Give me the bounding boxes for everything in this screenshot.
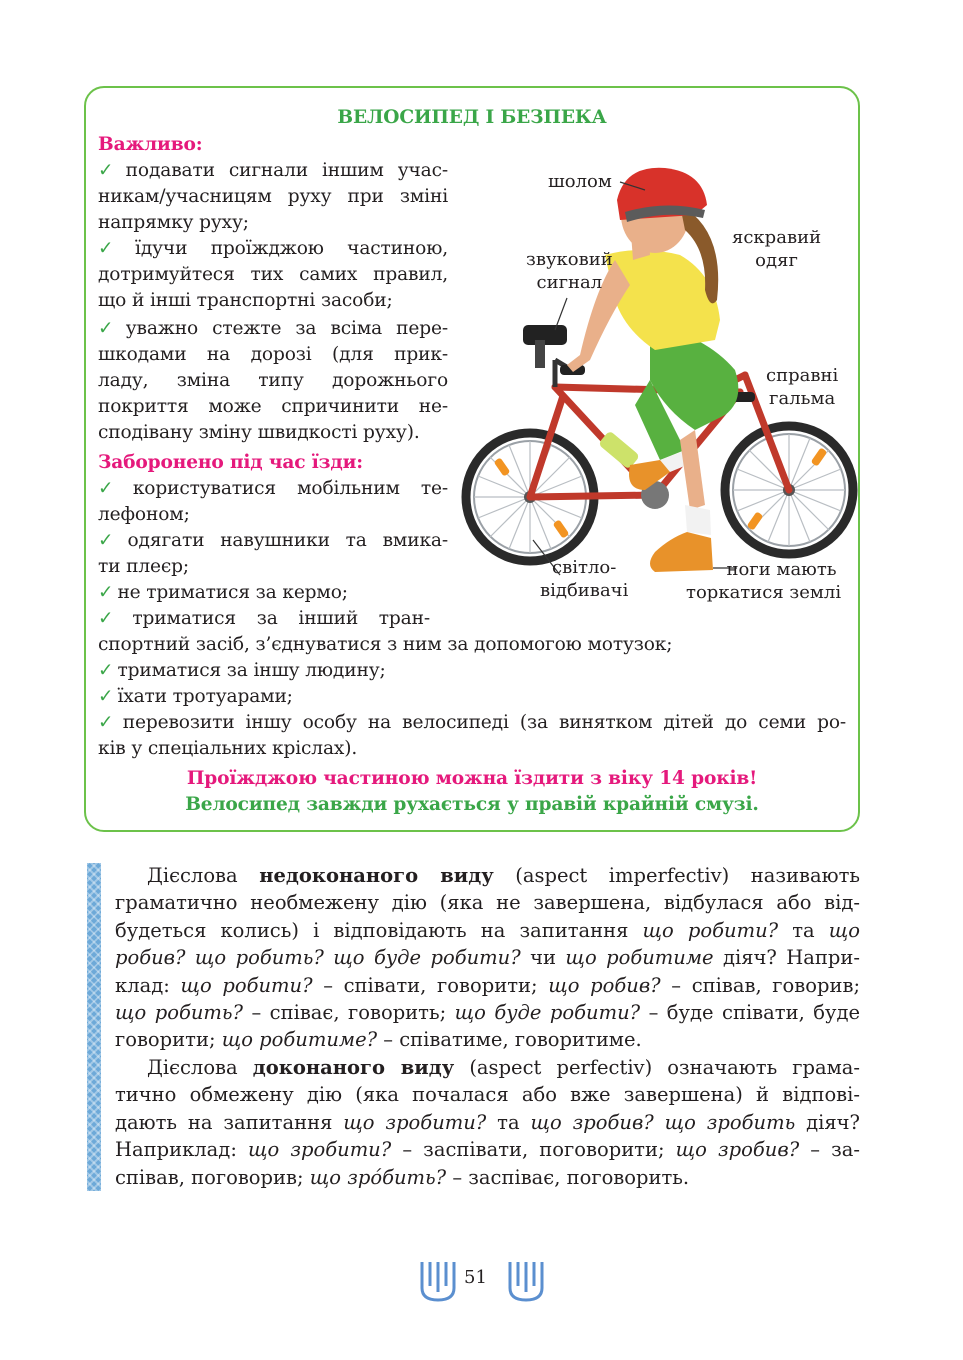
list-item: лефоном; [98, 504, 190, 525]
check-icon: ✓ [98, 582, 114, 603]
list-item: ✓ триматися за іншу людину; [98, 660, 386, 681]
list-item: напрямку руху; [98, 212, 249, 233]
label-bright-clothes-line2: одяг [755, 250, 798, 271]
label-brakes [766, 364, 838, 410]
list-item: ✓ триматися за інший тран- [98, 608, 430, 629]
forbidden-heading: Заборонено під час їзди: [98, 452, 363, 473]
check-icon: ✓ [98, 478, 129, 499]
label-bell [526, 248, 613, 294]
check-icon: ✓ [98, 238, 132, 259]
check-icon: ✓ [98, 160, 122, 181]
list-item: що й інші транспортні засоби; [98, 290, 393, 311]
check-icon: ✓ [98, 318, 122, 339]
label-helmet: шолом [548, 171, 612, 192]
list-item: ти плеєр; [98, 556, 190, 577]
list-item: сподівану зміну швидкості руху). [98, 422, 420, 443]
label-reflectors-line1: світло- [552, 557, 617, 578]
list-item: ✓ їдучи проїжджою частиною, [98, 238, 448, 259]
list-item: никам/учасницям руху при зміні [98, 186, 448, 207]
list-item: ✓ одягати навушники та вмика- [98, 530, 448, 551]
label-bell-line2: сигнал [536, 272, 603, 293]
list-item: ладу, зміна типу дорожнього [98, 370, 448, 391]
label-feet-line1: ноги мають [726, 559, 837, 580]
label-bell-line1: звуковий [526, 249, 613, 270]
check-icon: ✓ [98, 530, 124, 551]
paragraph-perfective: Дієслова доконаного виду (aspect perfectiv) означають грама- тично обмежену дію (яка почалася або вже завершена) й відпові- дають на запитання що зробити? та що зробив? що зробить діяч? Наприклад: що зробити? – заспівати, поговорити; що зробив? – за- співав, поговорив; що зрóбить? – заспіває, поговорить. [115, 1056, 861, 1189]
label-bright-clothes-line1: яскравий [732, 227, 822, 248]
label-feet [686, 558, 841, 604]
label-bright-clothes [732, 226, 821, 272]
footer-pink: Проїжджою частиною можна їздити з віку 14 років! [186, 768, 758, 789]
check-icon: ✓ [98, 686, 114, 707]
list-item: дотримуйтеся тих самих правил, [98, 264, 448, 285]
list-item: спортний засіб, з’єднуватися з ним за допомогою мотузок; [98, 634, 673, 655]
check-icon: ✓ [98, 608, 129, 629]
important-heading: Важливо: [98, 134, 203, 155]
footer-green: Велосипед завжди рухається у правій крайній смузі. [185, 794, 759, 815]
list-item: ✓ їхати тротуарами; [98, 686, 293, 707]
page-number: 51 [464, 1267, 487, 1288]
list-item: ✓ не триматися за кермо; [98, 582, 348, 603]
check-icon: ✓ [98, 712, 119, 733]
label-brakes-line2: гальма [769, 388, 836, 409]
list-item: ✓ перевозити іншу особу на велосипеді (за винятком дітей до семи ро- [98, 712, 847, 733]
list-item: ків у спеціальних кріслах). [98, 738, 358, 759]
label-feet-line2: торкатися землі [686, 582, 842, 603]
paragraph-imperfective: Дієслова недоконаного виду (aspect imperfectiv) називають граматично необмежену дію (яка не завершена, відбулася або від- будеться колись) і відповідають на запитання що робити? та що робив? що робить? що буде робити? чи що робитиме діяч? Напри- клад: що робити? – співати, говорити; що робив? – співав, говорив; що робить? – співає, говорить; що буде робити? – буде співати, буде говорити; що робитиме? – співатиме, говоритиме. [115, 864, 861, 1052]
label-brakes-line1: справні [766, 365, 839, 386]
list-item: ✓ користуватися мобільним те- [98, 478, 449, 499]
ornament-right-icon [506, 1258, 546, 1304]
box-title: ВЕЛОСИПЕД І БЕЗПЕКА [337, 107, 607, 128]
list-item: шкодами на дорозі (для прик- [98, 344, 448, 365]
list-item: ✓ уважно стежте за всіма пере- [98, 318, 448, 339]
list-item: покриття може спричинити не- [98, 396, 448, 417]
label-reflectors-line2: відбивачі [540, 580, 629, 601]
label-reflectors [540, 556, 628, 602]
list-item: ✓ подавати сигнали іншим учас- [98, 160, 448, 181]
check-icon: ✓ [98, 660, 114, 681]
ornament-left-icon [418, 1258, 458, 1304]
paragraph-side-stripe [87, 863, 101, 1191]
